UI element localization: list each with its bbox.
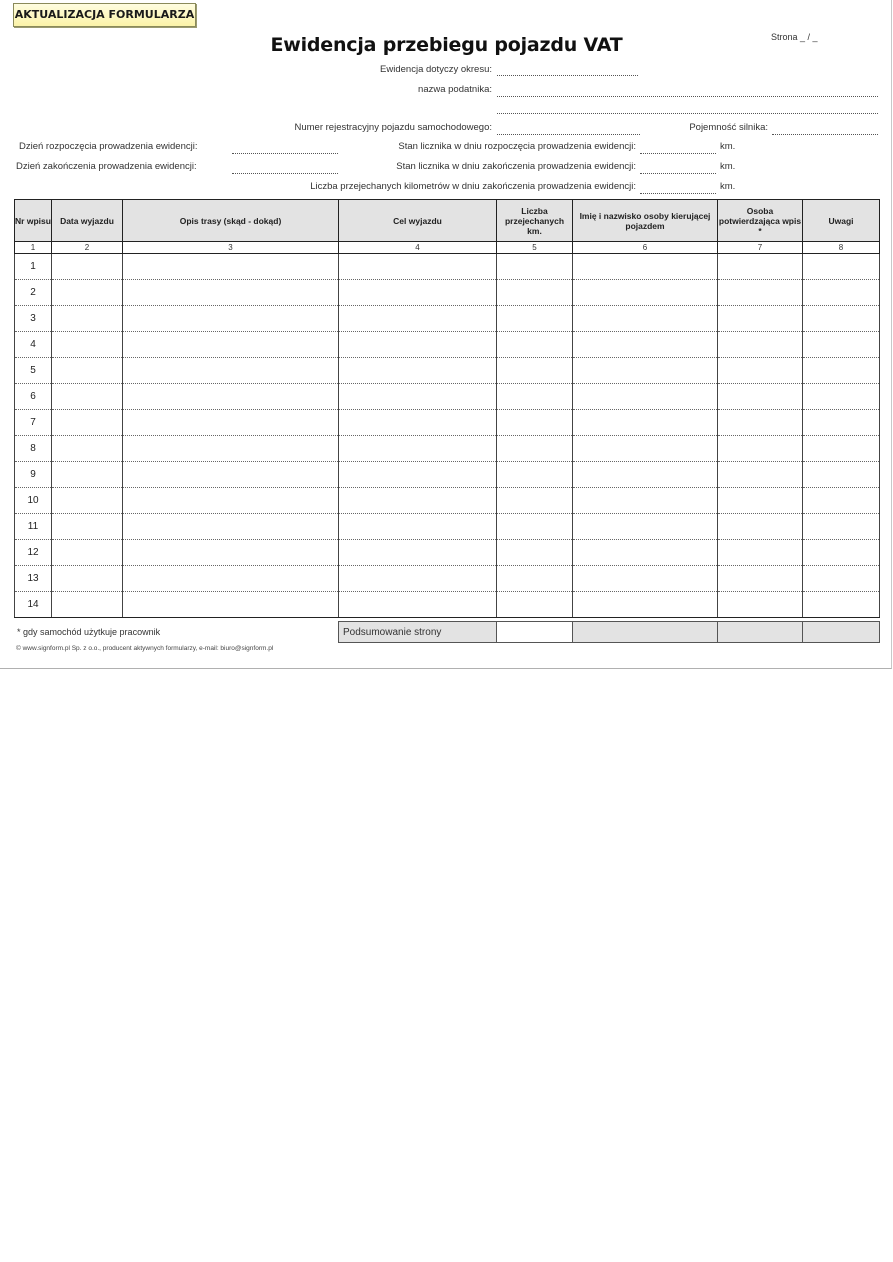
entry-cell[interactable] — [339, 488, 497, 514]
header-date: Data wyjazdu — [52, 200, 123, 242]
entry-cell[interactable] — [803, 540, 880, 566]
entry-cell[interactable] — [718, 306, 803, 332]
row-number: 6 — [15, 384, 52, 410]
entry-cell[interactable] — [339, 254, 497, 280]
entry-cell[interactable] — [497, 540, 573, 566]
entry-cell[interactable] — [803, 488, 880, 514]
entry-cell[interactable] — [497, 306, 573, 332]
row-number: 13 — [15, 566, 52, 592]
entry-cell[interactable] — [718, 488, 803, 514]
entry-cell[interactable] — [123, 566, 339, 592]
table-row — [15, 306, 880, 332]
entry-cell[interactable] — [718, 410, 803, 436]
entry-cell[interactable] — [573, 410, 718, 436]
summary-cell — [718, 622, 803, 643]
entry-cell[interactable] — [573, 254, 718, 280]
entry-cell[interactable] — [718, 358, 803, 384]
column-number: 4 — [339, 242, 497, 254]
entry-cell[interactable] — [497, 254, 573, 280]
entry-cell[interactable] — [573, 462, 718, 488]
header-route: Opis trasy (skąd - dokąd) — [123, 200, 339, 242]
entry-cell[interactable] — [718, 592, 803, 618]
odometer-end-label: Stan licznika w dniu zakończenia prowadzenia ewidencji: — [396, 161, 636, 172]
engine-label: Pojemność silnika: — [689, 122, 768, 133]
entry-cell[interactable] — [123, 488, 339, 514]
entry-cell[interactable] — [52, 332, 123, 358]
entry-cell[interactable] — [123, 514, 339, 540]
entry-cell[interactable] — [123, 254, 339, 280]
table-row — [15, 384, 880, 410]
table-row — [15, 462, 880, 488]
entry-cell[interactable] — [803, 358, 880, 384]
row-number: 14 — [15, 592, 52, 618]
update-form-button[interactable]: AKTUALIZACJA FORMULARZA — [13, 3, 196, 27]
entry-cell[interactable] — [718, 462, 803, 488]
odometer-end-field[interactable] — [640, 173, 716, 174]
entry-cell[interactable] — [339, 280, 497, 306]
entry-cell[interactable] — [718, 540, 803, 566]
entry-cell[interactable] — [339, 306, 497, 332]
entry-cell[interactable] — [803, 384, 880, 410]
entry-cell[interactable] — [339, 358, 497, 384]
entry-cell[interactable] — [123, 410, 339, 436]
summary-cell — [803, 622, 880, 643]
start-day-label: Dzień rozpoczęcia prowadzenia ewidencji: — [19, 141, 198, 152]
entry-cell[interactable] — [573, 488, 718, 514]
entry-cell[interactable] — [497, 410, 573, 436]
entry-cell[interactable] — [123, 462, 339, 488]
header-nr: Nr wpisu — [15, 200, 52, 242]
odometer-start-label: Stan licznika w dniu rozpoczęcia prowadzenia ewidencji: — [398, 141, 636, 152]
period-field[interactable] — [497, 75, 638, 76]
summary-km-cell[interactable] — [497, 622, 573, 643]
km-driven-field[interactable] — [640, 193, 716, 194]
entry-cell[interactable] — [718, 566, 803, 592]
entry-cell[interactable] — [803, 592, 880, 618]
entry-cell[interactable] — [123, 384, 339, 410]
entry-cell[interactable] — [339, 592, 497, 618]
row-number: 5 — [15, 358, 52, 384]
entry-cell[interactable] — [573, 306, 718, 332]
entry-cell[interactable] — [52, 592, 123, 618]
entry-cell[interactable] — [718, 332, 803, 358]
copyright: © www.signform.pl Sp. z o.o., producent aktywnych formularzy, e-mail: biuro@signform.pl — [16, 645, 274, 652]
column-number: 2 — [52, 242, 123, 254]
row-number: 12 — [15, 540, 52, 566]
row-number: 11 — [15, 514, 52, 540]
entry-cell[interactable] — [573, 514, 718, 540]
entry-cell[interactable] — [573, 332, 718, 358]
table-row — [15, 280, 880, 306]
entry-cell[interactable] — [52, 306, 123, 332]
entry-cell[interactable] — [573, 384, 718, 410]
column-number: 1 — [15, 242, 52, 254]
header-confirmer: Osoba potwierdzająca wpis * — [718, 200, 803, 242]
end-day-label: Dzień zakończenia prowadzenia ewidencji: — [16, 161, 197, 172]
entry-cell[interactable] — [497, 462, 573, 488]
entry-cell[interactable] — [339, 566, 497, 592]
form-title: Ewidencja przebiegu pojazdu VAT — [270, 34, 623, 56]
table-row — [15, 514, 880, 540]
table-row — [15, 332, 880, 358]
odometer-start-field[interactable] — [640, 153, 716, 154]
entry-cell[interactable] — [718, 280, 803, 306]
entry-cell[interactable] — [497, 280, 573, 306]
entry-cell[interactable] — [497, 592, 573, 618]
entry-cell[interactable] — [803, 254, 880, 280]
period-label: Ewidencja dotyczy okresu: — [380, 64, 492, 75]
row-number: 10 — [15, 488, 52, 514]
entry-cell[interactable] — [718, 254, 803, 280]
trip-log-table — [14, 199, 880, 618]
page-summary-table — [338, 621, 880, 643]
entry-cell[interactable] — [123, 592, 339, 618]
taxpayer-label: nazwa podatnika: — [418, 84, 492, 95]
table-row — [15, 410, 880, 436]
table-row — [15, 358, 880, 384]
end-day-field[interactable] — [232, 173, 338, 174]
column-number: 7 — [718, 242, 803, 254]
km-driven-unit: km. — [720, 181, 736, 192]
odometer-end-unit: km. — [720, 161, 736, 172]
entry-cell[interactable] — [52, 566, 123, 592]
entry-cell[interactable] — [497, 566, 573, 592]
taxpayer-field[interactable] — [497, 96, 878, 97]
table-row — [15, 254, 880, 280]
entry-cell[interactable] — [123, 540, 339, 566]
start-day-field[interactable] — [232, 153, 338, 154]
entry-cell[interactable] — [803, 566, 880, 592]
header-driver: Imię i nazwisko osoby kierującej pojazdem — [573, 200, 718, 242]
entry-cell[interactable] — [573, 436, 718, 462]
taxpayer-field-line2[interactable] — [497, 113, 878, 114]
row-number: 1 — [15, 254, 52, 280]
entry-cell[interactable] — [497, 436, 573, 462]
entry-cell[interactable] — [803, 514, 880, 540]
row-number: 3 — [15, 306, 52, 332]
entry-cell[interactable] — [123, 280, 339, 306]
entry-cell[interactable] — [339, 384, 497, 410]
entry-cell[interactable] — [123, 306, 339, 332]
entry-cell[interactable] — [573, 592, 718, 618]
entry-cell[interactable] — [497, 514, 573, 540]
entry-cell[interactable] — [573, 540, 718, 566]
entry-cell[interactable] — [497, 358, 573, 384]
column-number: 8 — [803, 242, 880, 254]
engine-field[interactable] — [772, 134, 878, 135]
entry-cell[interactable] — [339, 410, 497, 436]
entry-cell[interactable] — [339, 540, 497, 566]
entry-cell[interactable] — [339, 462, 497, 488]
entry-cell[interactable] — [123, 332, 339, 358]
row-number: 9 — [15, 462, 52, 488]
entry-cell[interactable] — [123, 358, 339, 384]
entry-cell[interactable] — [339, 514, 497, 540]
table-row — [15, 436, 880, 462]
header-remarks: Uwagi — [803, 200, 880, 242]
entry-cell[interactable] — [497, 488, 573, 514]
column-number: 3 — [123, 242, 339, 254]
entry-cell[interactable] — [339, 436, 497, 462]
entry-cell[interactable] — [52, 280, 123, 306]
entry-cell[interactable] — [573, 566, 718, 592]
entry-cell[interactable] — [52, 514, 123, 540]
table-row — [15, 540, 880, 566]
entry-cell[interactable] — [52, 462, 123, 488]
entry-cell[interactable] — [339, 332, 497, 358]
row-number: 8 — [15, 436, 52, 462]
entry-cell[interactable] — [123, 436, 339, 462]
column-number: 5 — [497, 242, 573, 254]
entry-cell[interactable] — [497, 332, 573, 358]
entry-cell[interactable] — [52, 488, 123, 514]
column-number: 6 — [573, 242, 718, 254]
header-km: Liczba przejechanych km. — [497, 200, 573, 242]
entry-cell[interactable] — [52, 384, 123, 410]
entry-cell[interactable] — [803, 436, 880, 462]
page-number: Strona _ / _ — [771, 32, 818, 42]
footnote: * gdy samochód użytkuje pracownik — [17, 627, 161, 637]
entry-cell[interactable] — [52, 436, 123, 462]
summary-label: Podsumowanie strony — [339, 622, 497, 643]
entry-cell[interactable] — [573, 280, 718, 306]
entry-cell[interactable] — [718, 384, 803, 410]
entry-cell[interactable] — [718, 514, 803, 540]
header-purpose: Cel wyjazdu — [339, 200, 497, 242]
entry-cell[interactable] — [52, 540, 123, 566]
row-number: 4 — [15, 332, 52, 358]
entry-cell[interactable] — [803, 410, 880, 436]
row-number: 7 — [15, 410, 52, 436]
entry-cell[interactable] — [803, 280, 880, 306]
entry-cell[interactable] — [52, 358, 123, 384]
entry-cell[interactable] — [573, 358, 718, 384]
entry-cell[interactable] — [803, 332, 880, 358]
entry-cell[interactable] — [497, 384, 573, 410]
entry-cell[interactable] — [52, 410, 123, 436]
row-number: 2 — [15, 280, 52, 306]
entry-cell[interactable] — [52, 254, 123, 280]
summary-cell — [573, 622, 718, 643]
entry-cell[interactable] — [803, 462, 880, 488]
entry-cell[interactable] — [803, 306, 880, 332]
table-row — [15, 592, 880, 618]
registration-label: Numer rejestracyjny pojazdu samochodowego: — [294, 122, 492, 133]
odometer-start-unit: km. — [720, 141, 736, 152]
table-row — [15, 488, 880, 514]
km-driven-label: Liczba przejechanych kilometrów w dniu zakończenia prowadzenia ewidencji: — [310, 181, 636, 192]
entry-cell[interactable] — [718, 436, 803, 462]
table-row — [15, 566, 880, 592]
registration-field[interactable] — [497, 134, 640, 135]
